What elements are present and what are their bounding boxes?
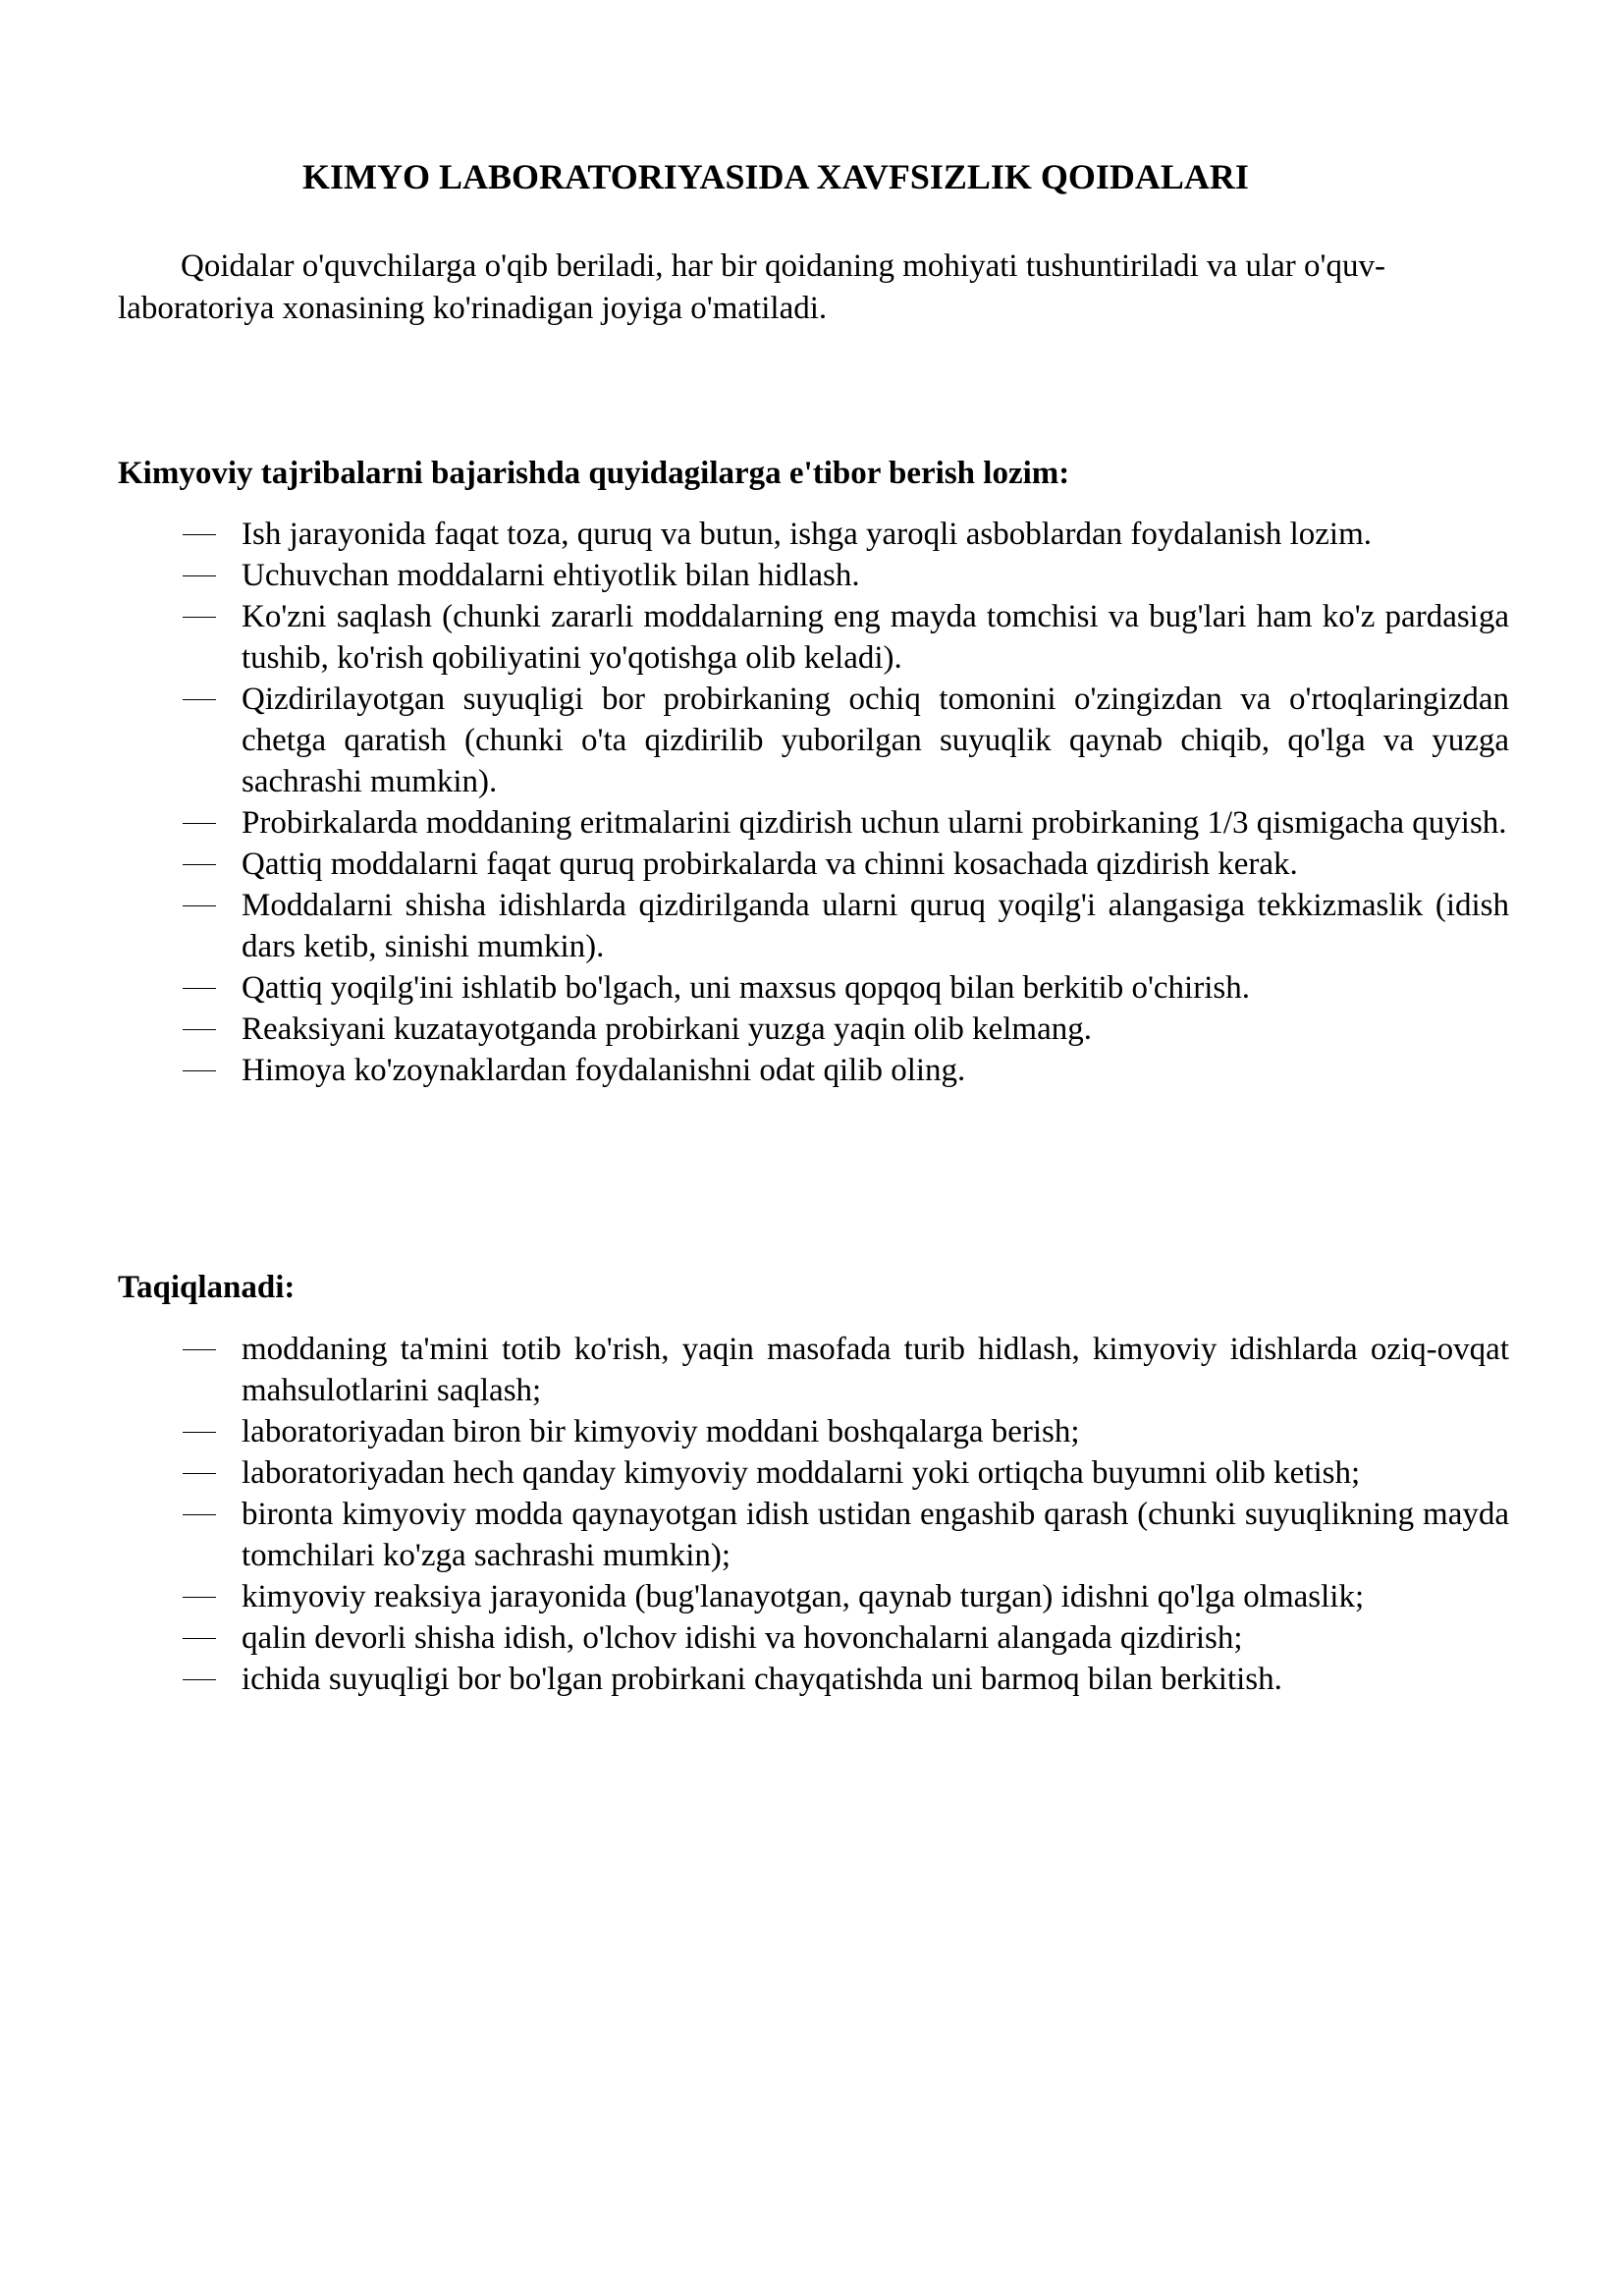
list-item bbox=[181, 555, 1509, 596]
list-item-text: Ish jarayonida faqat toza, quruq va butun, ishga yaroqli asboblardan foydalanish lozim. bbox=[242, 517, 1373, 552]
list-item bbox=[181, 596, 1509, 679]
list-item bbox=[181, 1452, 1509, 1494]
list-item-text: Qizdirilayotgan suyuqligi bor probirkaning ochiq tomonini o'zingizdan va o'rtoqlaringizdan chetga qaratish (chunki o'ta qizdirilib yuborilgan suyuqlik qaynab chiqib, qo'lga va yuzga sachrashi mumkin). bbox=[242, 682, 1509, 799]
prohibited-list bbox=[181, 1329, 1509, 1700]
list-item bbox=[181, 1494, 1509, 1576]
list-item-text: Moddalarni shisha idishlarda qizdirilganda ularni quruq yoqilg'i alangasiga tekkizmaslik (idish dars ketib, sinishi mumkin). bbox=[242, 888, 1509, 964]
list-item-text: moddaning ta'mini totib ko'rish, yaqin masofada turib hidlash, kimyoviy idishlarda oziq-ovqat mahsulotlarini saqlash; bbox=[242, 1332, 1509, 1408]
list-item-text: Qattiq moddalarni faqat quruq probirkalarda va chinni kosachada qizdirish kerak. bbox=[242, 847, 1298, 882]
list-item bbox=[181, 1617, 1509, 1659]
list-item-text: kimyoviy reaksiya jarayonida (bug'lanayotgan, qaynab turgan) idishni qo'lga olmaslik; bbox=[242, 1579, 1365, 1614]
list-item-text: laboratoriyadan biron bir kimyoviy moddani boshqalarga berish; bbox=[242, 1414, 1080, 1449]
list-item-text: Uchuvchan moddalarni ehtiyotlik bilan hidlash. bbox=[242, 558, 860, 593]
list-item bbox=[181, 844, 1509, 885]
list-item bbox=[181, 885, 1509, 967]
list-item-text: ichida suyuqligi bor bo'lgan probirkani chayqatishda uni barmoq bilan berkitish. bbox=[242, 1662, 1282, 1697]
precautions-list bbox=[181, 514, 1509, 1091]
list-item-text: Ko'zni saqlash (chunki zararli moddalarning eng mayda tomchisi va bug'lari ham ko'z pardasiga tushib, ko'rish qobiliyatini yo'qotishga olib keladi). bbox=[242, 599, 1509, 676]
list-item bbox=[181, 802, 1509, 844]
list-item-text: Himoya ko'zoynaklardan foydalanishni odat qilib oling. bbox=[242, 1053, 966, 1088]
list-item-text: Qattiq yoqilg'ini ishlatib bo'lgach, uni maxsus qopqoq bilan berkitib o'chirish. bbox=[242, 970, 1250, 1006]
intro-paragraph: Qoidalar o'quvchilarga o'qib beriladi, har bir qoidaning mohiyati tushuntiriladi va ular o'quv-laboratoriya xonasining ko'rinadigan joyiga o'matiladi. bbox=[118, 248, 1385, 326]
list-item-text: qalin devorli shisha idish, o'lchov idishi va hovonchalarni alangada qizdirish; bbox=[242, 1620, 1243, 1656]
list-item bbox=[181, 1050, 1509, 1091]
section-heading-precautions: Kimyoviy tajribalarni bajarishda quyidagilarga e'tibor berish lozim: bbox=[118, 456, 1070, 491]
list-item bbox=[181, 679, 1509, 802]
section-heading-prohibited: Taqiqlanadi: bbox=[118, 1270, 296, 1305]
list-item-text: laboratoriyadan hech qanday kimyoviy moddalarni yoki ortiqcha buyumni olib ketish; bbox=[242, 1455, 1361, 1491]
list-item bbox=[181, 967, 1509, 1009]
list-item-text: bironta kimyoviy modda qaynayotgan idish ustidan engashib qarash (chunki suyuqlikning mayda tomchilari ko'zga sachrashi mumkin); bbox=[242, 1497, 1509, 1573]
list-item-text: Probirkalarda moddaning eritmalarini qizdirish uchun ularni probirkaning 1/3 qismigacha quyish. bbox=[242, 805, 1507, 841]
list-item bbox=[181, 1411, 1509, 1452]
list-item bbox=[181, 1009, 1509, 1050]
list-item bbox=[181, 1329, 1509, 1411]
list-item bbox=[181, 1576, 1509, 1617]
list-item bbox=[181, 514, 1509, 555]
document-title: KIMYO LABORATORIYASIDA XAVFSIZLIK QOIDALARI bbox=[302, 157, 1249, 196]
list-item-text: Reaksiyani kuzatayotganda probirkani yuzga yaqin olib kelmang. bbox=[242, 1011, 1092, 1047]
list-item bbox=[181, 1659, 1509, 1700]
